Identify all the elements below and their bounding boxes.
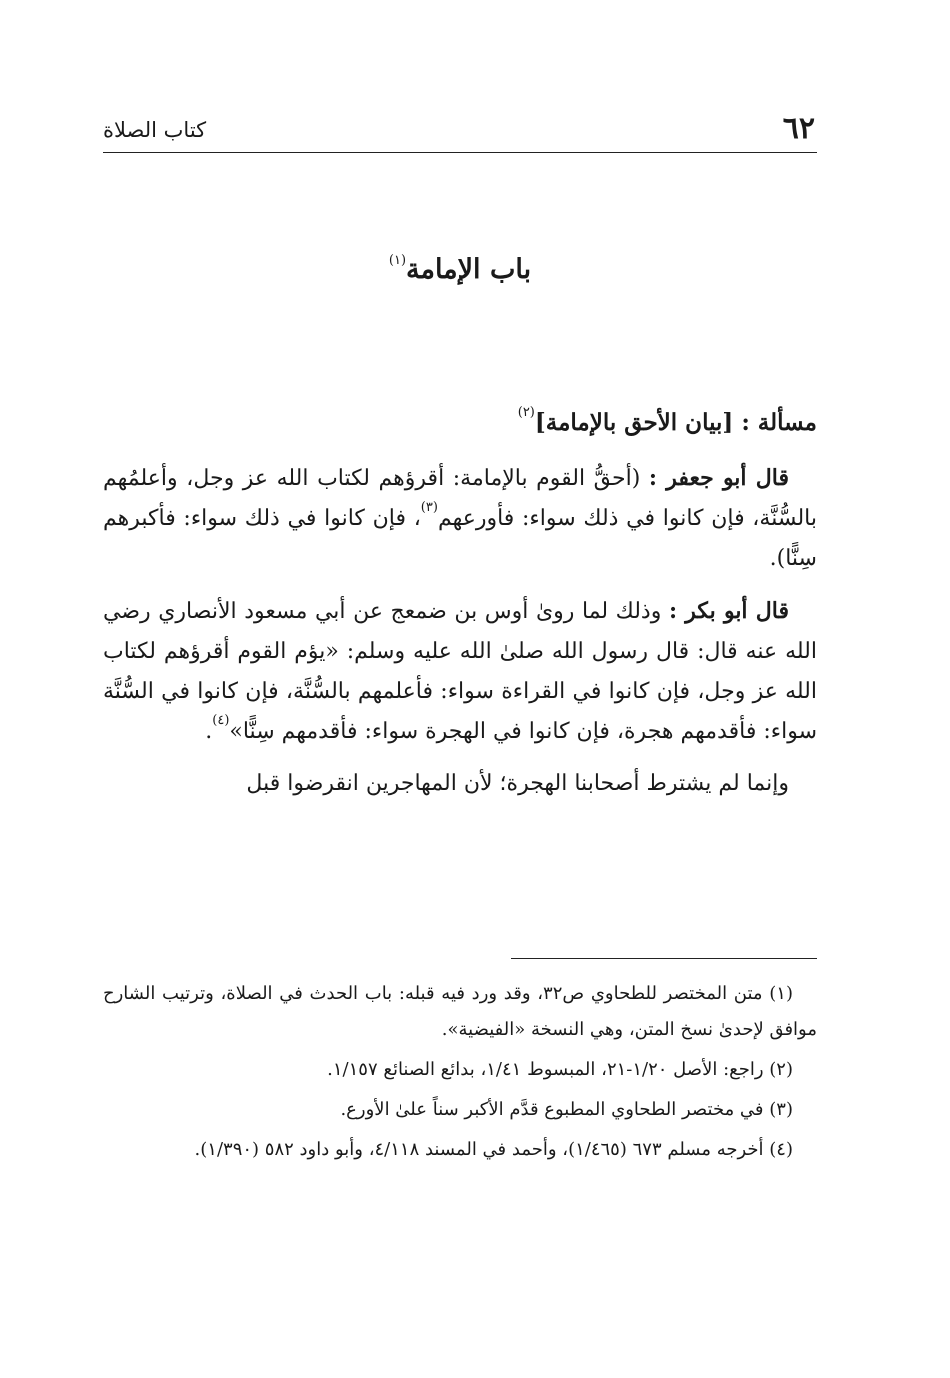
footnote: (١) متن المختصر للطحاوي ص٣٢، وقد ورد فيه قبله: باب الحدث في الصلاة، وترتيب الشارح موافق لإحدىٰ نسخ المتن، وهي النسخة «الفيضية». bbox=[103, 983, 817, 1040]
issue-heading-text: مسألة : [بيان الأحق بالإمامة] bbox=[534, 409, 817, 436]
footnote: (٢) راجع: الأصل ١/٢٠-٢١، المبسوط ١/٤١، بدائع الصنائع ١/١٥٧. bbox=[327, 1059, 793, 1080]
issue-heading bbox=[103, 403, 817, 443]
chapter-title-text: باب الإمامة bbox=[406, 254, 532, 285]
main-text bbox=[103, 458, 817, 816]
running-title: كتاب الصلاة bbox=[103, 118, 207, 142]
paragraph-text: (أحقُّ القوم بالإمامة: أقرؤهم لكتاب الله عز وجل، وأعلمُهم بالسُّنَّة، فإن كانوا في ذلك سواء: فأورعهم bbox=[103, 466, 817, 531]
paragraph-text: وإنما لم يشترط أصحابنا الهجرة؛ لأن المهاجرين انقرضوا قبل bbox=[246, 771, 789, 796]
footnote-ref: (٣) bbox=[420, 500, 438, 515]
chapter-title bbox=[103, 248, 817, 292]
paragraph bbox=[103, 591, 817, 752]
paragraph-text: وذلك لما روىٰ أوس بن ضمعج عن أبي مسعود الأنصاري رضي الله عنه قال: قال رسول الله صلىٰ الله عليه وسلم: «يؤم القوم أقرؤهم لكتاب الله عز وجل، فإن كانوا في القراءة سواء: فأعلمهم بالسُّنَّة، فإن كانوا في السُّنَّة سواء: فأقدمهم هجرة، فإن كانوا في الهجرة سواء: فأقدمهم سِنًّا» bbox=[103, 599, 817, 744]
footnote-ref: (٤) bbox=[212, 713, 230, 728]
paragraph bbox=[103, 764, 817, 804]
footnote: (٤) أخرجه مسلم ٦٧٣ (١/٤٦٥)، وأحمد في المسند ٤/١١٨، وأبو داود ٥٨٢ (١/٣٩٠). bbox=[194, 1139, 793, 1160]
footnotes bbox=[103, 976, 817, 1172]
footnote-ref: (١) bbox=[388, 253, 407, 268]
header-rule bbox=[103, 152, 817, 153]
footnote-ref: (٢) bbox=[517, 405, 535, 420]
footnote-separator bbox=[511, 958, 817, 959]
paragraph-text: ، فإن كانوا في ذلك سواء: فأكبرهم سِنًّا). bbox=[103, 506, 817, 571]
speaker-label: قال أبو جعفر : bbox=[648, 465, 789, 491]
speaker-label: قال أبو بكر : bbox=[668, 598, 789, 624]
page-header bbox=[103, 108, 815, 152]
footnote: (٣) في مختصر الطحاوي المطبوع قدَّم الأكبر سناً علىٰ الأورع. bbox=[340, 1099, 793, 1120]
paragraph-text: . bbox=[205, 719, 213, 744]
page-number: ٦٢ bbox=[782, 111, 815, 146]
paragraph bbox=[103, 458, 817, 579]
